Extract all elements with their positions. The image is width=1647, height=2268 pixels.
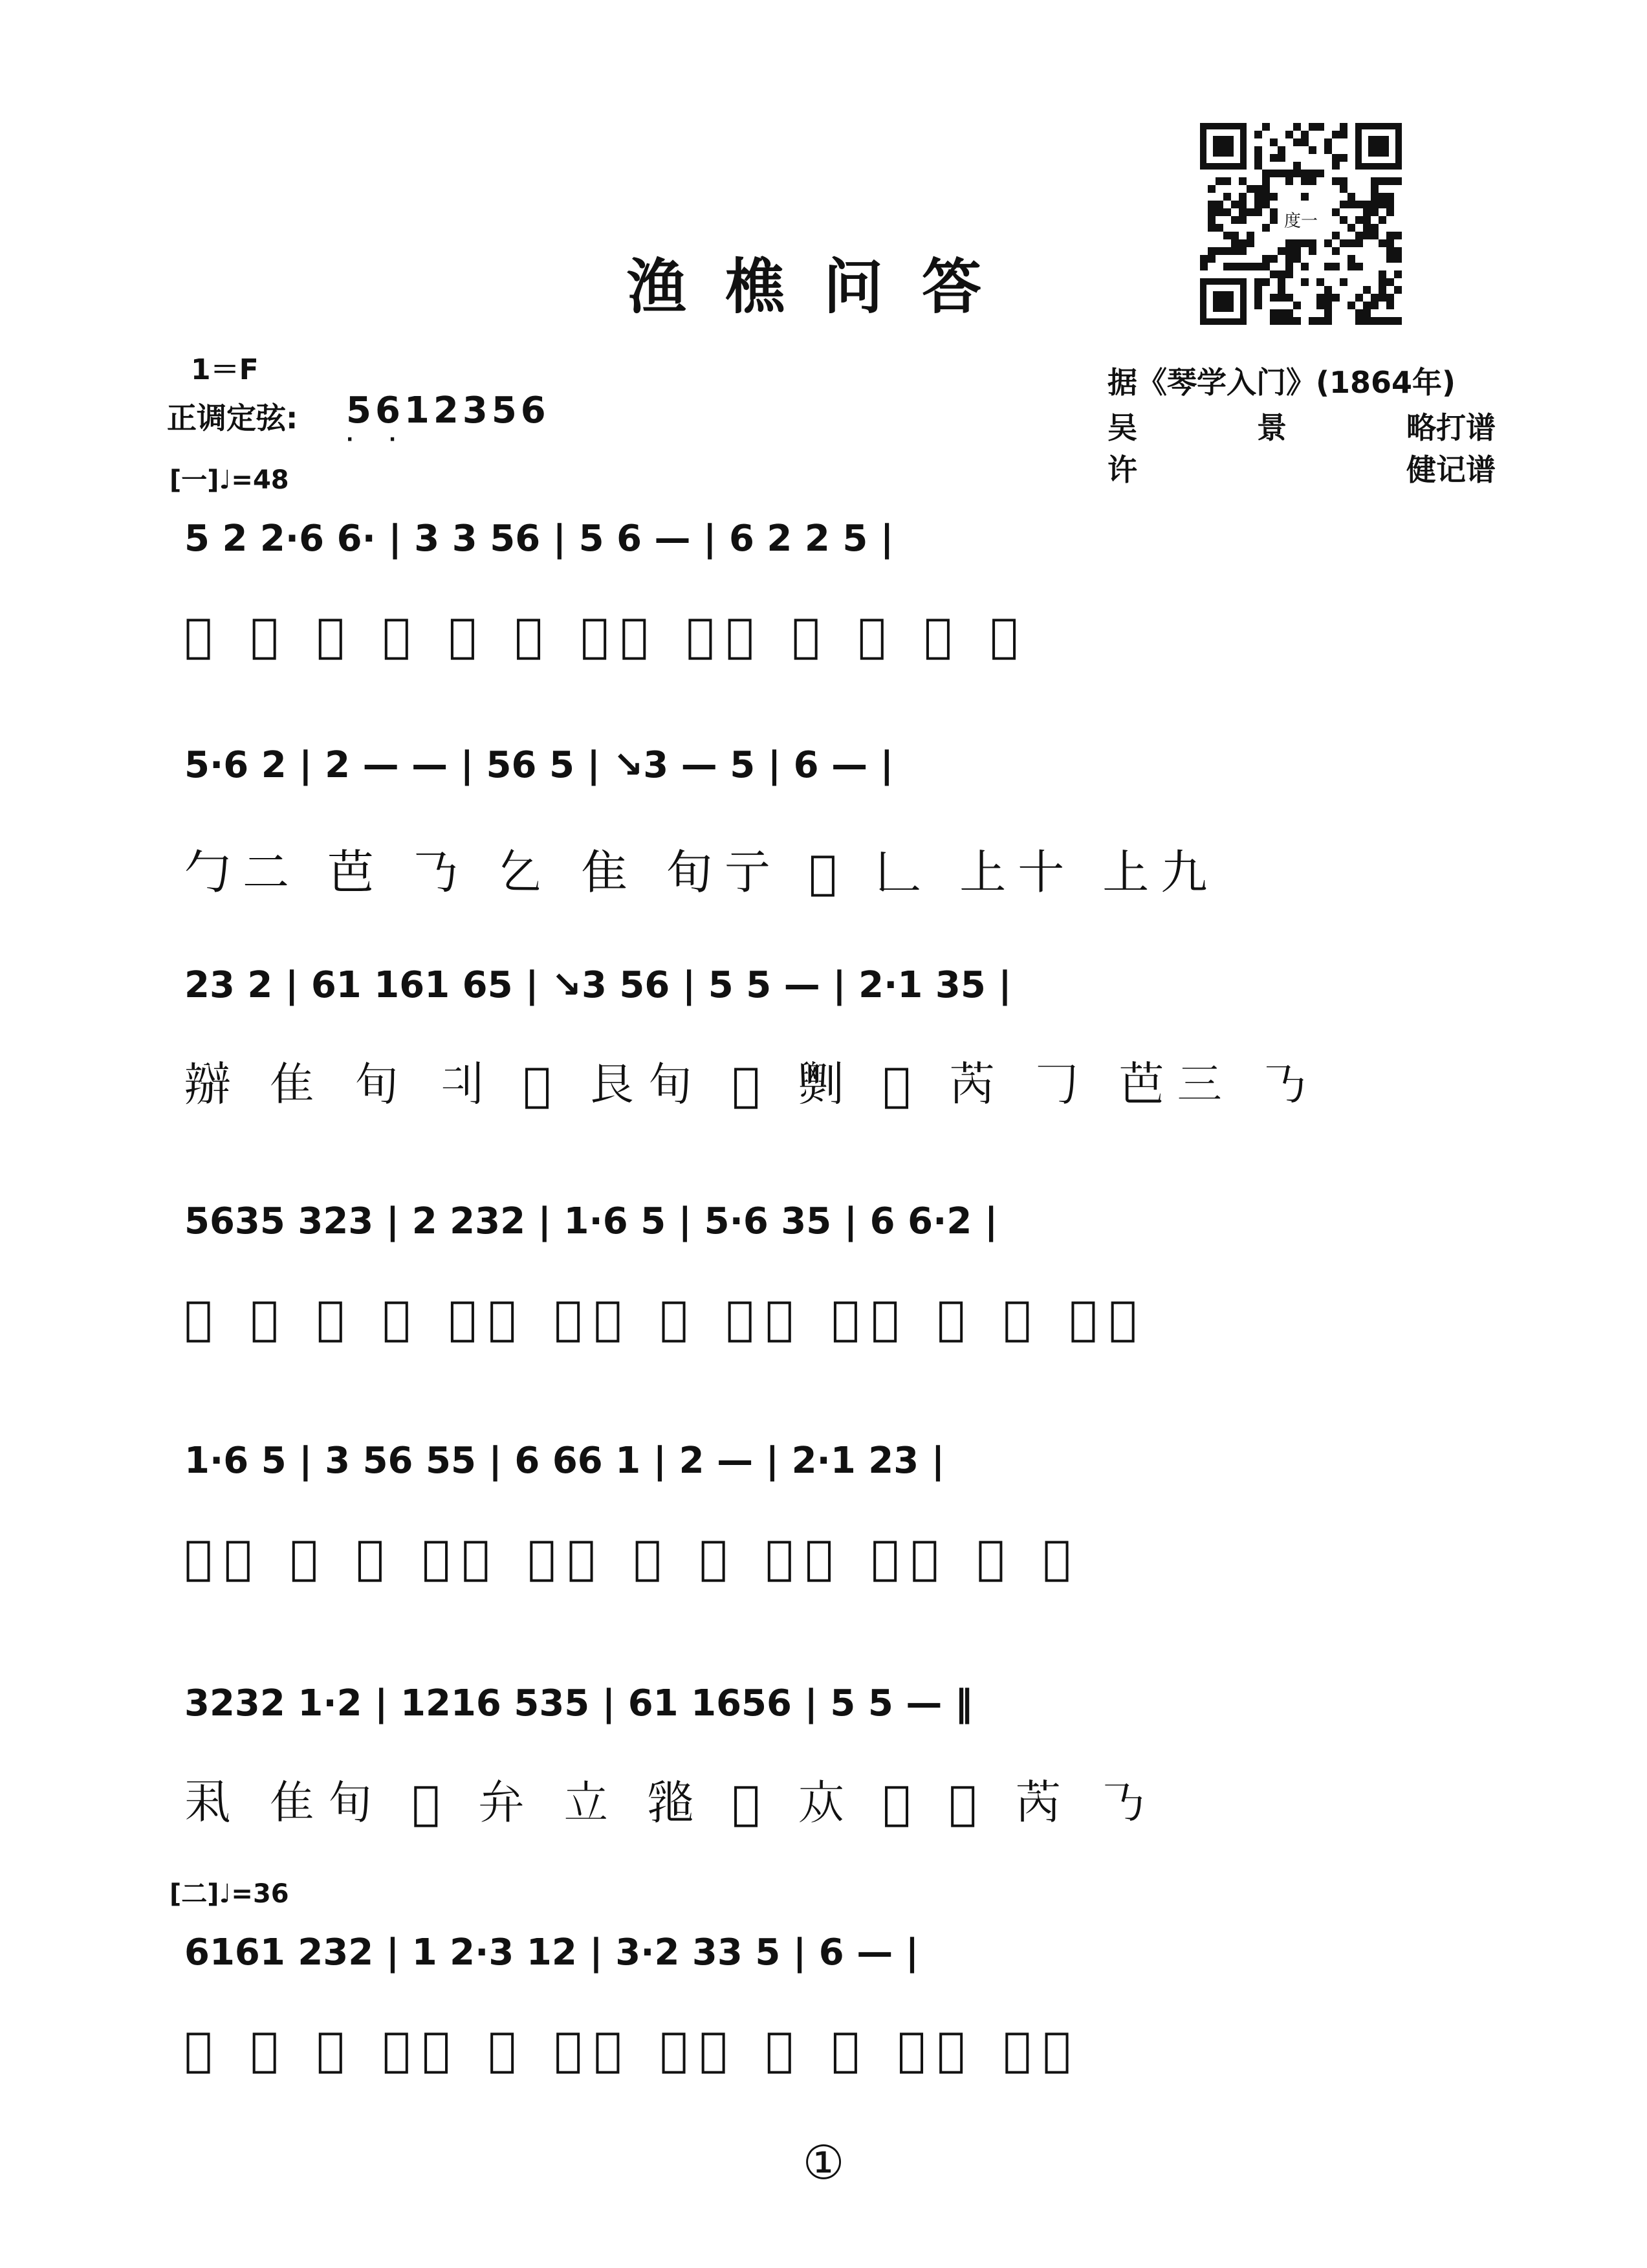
arranger-name-1: 吴 xyxy=(1107,410,1137,445)
arranger-name-2: 景 xyxy=(1257,410,1287,445)
qr-center-label: 度一 xyxy=(1278,206,1324,237)
tuning-label: 正调定弦: xyxy=(167,401,298,435)
tuning-octave-dots: · · xyxy=(346,428,411,451)
music-line-7 xyxy=(184,1932,1491,2126)
key-signature: 1＝F xyxy=(191,353,259,386)
transcriber-name-2: 健记谱 xyxy=(1406,452,1496,487)
jianpu-notes: 23 2 | 61 161 65 | ↘3 56 | 5 5 — | 2·1 35 | xyxy=(184,964,1012,1006)
guqin-tablature: 𠃨 𠄎 𠅁 隹旬 𠅊 上九 艮旬 𡉠 𠃏 上六 上七 xyxy=(184,2022,1083,2076)
music-line-6 xyxy=(184,1682,1491,1877)
source-citation: 据《琴学入门》(1864年) xyxy=(1107,365,1456,400)
guqin-tablature: 𨐰 隹 旬 𠚧 𠠦 艮旬 𠓕 𠠧 𡉞 芮 𠃌 芭三 𠄎 xyxy=(184,1057,1320,1112)
guqin-tablature: 𠆧 𠁽 芭 𠄎 隹旬 𢀚二 勹 𠂣立 艮旬 𠃋 𠂤 中已 xyxy=(184,1291,1149,1345)
arranger-credit xyxy=(1107,404,1496,447)
guqin-tablature: 𠃥 隹旬 𠃇 弁 立 𠄇 𠃓 𠅃 𠀿 𠄂 芮 𠄎 xyxy=(184,1776,1158,1830)
music-line-3 xyxy=(184,964,1491,1158)
guqin-tablature: 𠯦 𡯞 乇 勹 𠃊 𠓗 尢隹 旬亍 𠠳 𦬒 𡯞 乇 xyxy=(184,608,1030,663)
guqin-tablature: 𢀚二 芍 𠃗 尢隹 艮立 芍 𠂪 上六 上七 𠃵 𠄎 xyxy=(184,1530,1083,1585)
jianpu-notes: 5 2 2·6 6· | 3 3 56 | 5 6 — | 6 2 2 5 | xyxy=(184,518,894,560)
transcriber-name-1: 许 xyxy=(1107,452,1137,487)
tuning-notes: 5612356 xyxy=(346,390,550,432)
section-2-tempo: [二]♩=36 xyxy=(169,1879,289,1909)
jianpu-notes: 5·6 2 | 2 — — | 56 5 | ↘3 — 5 | 6 — | xyxy=(184,744,894,786)
arranger-role: 略打谱 xyxy=(1406,410,1496,445)
music-line-1 xyxy=(184,518,1491,712)
jianpu-notes: 3232 1·2 | 1216 535 | 61 1656 | 5 5 — ‖ xyxy=(184,1682,973,1724)
section-1-tempo: [一]♩=48 xyxy=(169,465,289,495)
page-title: 渔樵问答 xyxy=(626,252,1020,322)
music-line-2 xyxy=(184,744,1491,938)
jianpu-notes: 1·6 5 | 3 56 55 | 6 66 1 | 2 — | 2·1 23 | xyxy=(184,1440,945,1482)
guqin-tablature: 勹二 芭 𠄎 𠃉 隹 旬亍 𠃎 𠃊 上十 上九 xyxy=(184,845,1219,899)
jianpu-notes: 6161 232 | 1 2·3 12 | 3·2 33 5 | 6 — | xyxy=(184,1932,919,1974)
transcriber-credit xyxy=(1107,446,1496,489)
page-number: ① xyxy=(802,2135,845,2190)
music-line-4 xyxy=(184,1200,1491,1394)
music-line-5 xyxy=(184,1440,1491,1634)
jianpu-notes: 5635 323 | 2 232 | 1·6 5 | 5·6 35 | 6 6·2 | xyxy=(184,1200,998,1242)
